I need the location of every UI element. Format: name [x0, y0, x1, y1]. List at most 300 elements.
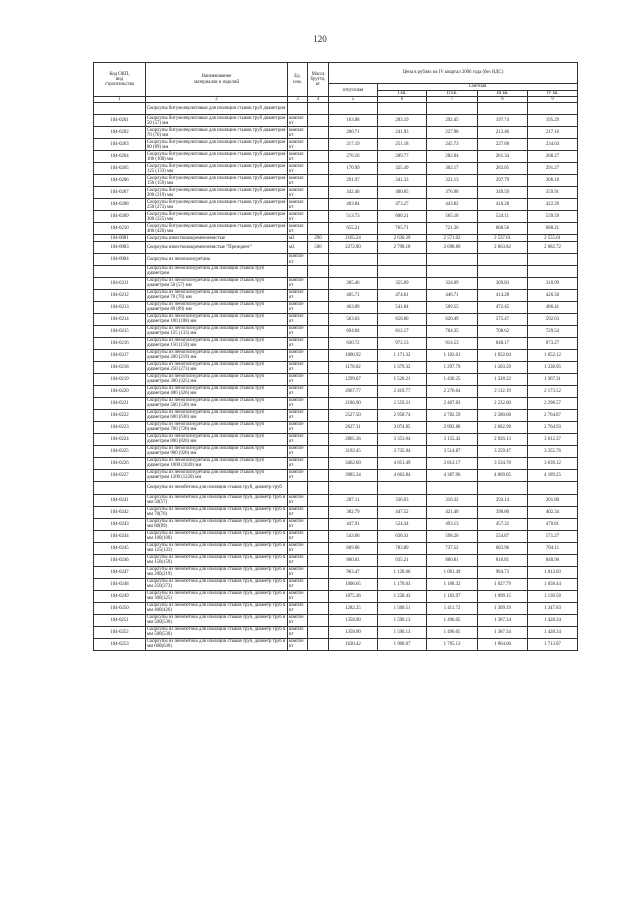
- price-q3: 2 112.19: [478, 385, 528, 397]
- price-q2: 443.82: [427, 199, 478, 211]
- price-table: [93, 62, 578, 651]
- table-row: [94, 139, 578, 151]
- item-unit: компле кт: [288, 518, 308, 530]
- price-q1: 783.89: [378, 542, 427, 554]
- price-release: 382.79: [329, 506, 378, 518]
- price-q1: 447.52: [378, 506, 427, 518]
- item-unit: [288, 103, 308, 115]
- price-q4: 470.81: [528, 518, 578, 530]
- price-q3: 554.87: [478, 530, 528, 542]
- table-row: [94, 187, 578, 199]
- price-q2: 565.18: [427, 211, 478, 223]
- item-name: Скорлупы из пенополиуретана для изоляции стыков труб диаметром 100 (108) мм: [146, 313, 288, 325]
- price-q3: 410.28: [478, 199, 528, 211]
- item-unit: компле кт: [288, 151, 308, 163]
- header-incl: Сметная: [378, 84, 578, 91]
- price-q2: [427, 254, 478, 265]
- item-mass: [308, 337, 329, 349]
- price-release: 2067.77: [329, 385, 378, 397]
- price-q2: 1 102.01: [427, 349, 478, 361]
- item-code: 104-0201: [94, 115, 146, 127]
- price-q2: 1 183.97: [427, 590, 478, 602]
- item-mass: [308, 139, 329, 151]
- price-release: 669.86: [329, 542, 378, 554]
- price-q3: [478, 103, 528, 115]
- price-q3: 1 022.04: [478, 349, 528, 361]
- price-q2: 737.52: [427, 542, 478, 554]
- price-q1: 4 663.84: [378, 469, 427, 481]
- price-q2: [427, 103, 478, 115]
- item-code: 104-0225: [94, 445, 146, 457]
- price-q2: 2 698.89: [427, 242, 478, 254]
- item-mass: [308, 457, 329, 469]
- table-row: [94, 313, 578, 325]
- column-number: 2: [146, 97, 288, 103]
- price-q2: 493.13: [427, 518, 478, 530]
- item-unit: компле кт: [288, 254, 308, 265]
- item-code: 104-0203: [94, 139, 146, 151]
- price-q4: 318.99: [528, 277, 578, 289]
- item-unit: компле кт: [288, 457, 308, 469]
- price-release: 305.46: [329, 277, 378, 289]
- price-q2: 2 892.88: [427, 421, 478, 433]
- price-q2: 316.32: [427, 494, 478, 506]
- item-unit: компле кт: [288, 139, 308, 151]
- price-q4: 268.27: [528, 151, 578, 163]
- item-mass: [308, 254, 329, 265]
- item-mass: [308, 578, 329, 590]
- price-release: 1006.65: [329, 578, 378, 590]
- price-q4: 704.11: [528, 542, 578, 554]
- item-mass: [308, 506, 329, 518]
- item-name: Скорлупы из пенобетона для изоляции стыков труб, диаметр труб в мм 600(630): [146, 638, 288, 650]
- item-name: Скорлупы из пенополиуретана для изоляции стыков труб диаметром 50 (57) мм: [146, 277, 288, 289]
- price-q2: [427, 481, 478, 494]
- price-q2: 3 514.87: [427, 445, 478, 457]
- price-release: 1630.42: [329, 638, 378, 650]
- column-number: 3: [288, 97, 308, 103]
- item-mass: [308, 530, 329, 542]
- table-row: [94, 626, 578, 638]
- table-row: [94, 175, 578, 187]
- price-q1: 1 171.32: [378, 349, 427, 361]
- price-q2: 914.53: [427, 337, 478, 349]
- price-q1: 474.61: [378, 289, 427, 301]
- price-release: 655.21: [329, 223, 378, 235]
- item-mass: [308, 602, 329, 614]
- price-q3: 2 232.80: [478, 397, 528, 409]
- price-release: 1282.25: [329, 602, 378, 614]
- item-mass: [308, 518, 329, 530]
- item-mass: [308, 469, 329, 481]
- price-q1: 1 178.03: [378, 578, 427, 590]
- price-q2: 1 108.32: [427, 578, 478, 590]
- item-unit: компле кт: [288, 397, 308, 409]
- price-q2: 421.40: [427, 506, 478, 518]
- price-q3: 414.28: [478, 289, 528, 301]
- price-release: 3192.45: [329, 445, 378, 457]
- item-unit: компле кт: [288, 590, 308, 602]
- item-unit: компле кт: [288, 530, 308, 542]
- item-unit: компле кт: [288, 421, 308, 433]
- price-q2: 3 812.17: [427, 457, 478, 469]
- table-row: [94, 127, 578, 139]
- table-row: [94, 530, 578, 542]
- price-q1: 1 500.51: [378, 602, 427, 614]
- item-code: 104-0205: [94, 163, 146, 175]
- price-release: 403.84: [329, 199, 378, 211]
- price-q1: 2 630.29: [378, 235, 427, 242]
- item-mass: [308, 277, 329, 289]
- item-unit: компле кт: [288, 614, 308, 626]
- item-unit: компле кт: [288, 325, 308, 337]
- item-mass: [308, 349, 329, 361]
- item-name: Скорлупы из пенобетона для изоляции стыков труб, диаметр труб в мм 500(530): [146, 614, 288, 626]
- column-number: 7: [427, 97, 478, 103]
- price-q1: 972.13: [378, 337, 427, 349]
- item-unit: компле кт: [288, 313, 308, 325]
- price-q3: 309.83: [478, 277, 528, 289]
- item-unit: компле кт: [288, 277, 308, 289]
- table-row: [94, 566, 578, 578]
- item-unit: компле кт: [288, 506, 308, 518]
- price-release: 291.97: [329, 175, 378, 187]
- header-price-title: Цена в рублях на IV квартал 2006 года (без НДС): [329, 63, 578, 84]
- item-mass: [308, 385, 329, 397]
- price-q3: 4 069.05: [478, 469, 528, 481]
- item-unit: компле кт: [288, 494, 308, 506]
- item-name: Скорлупы битумоперлитовые для изоляции стыков труб диаметром 150 (159) мм: [146, 175, 288, 187]
- price-q3: 3 259.47: [478, 445, 528, 457]
- header-mass: Масса брутто, кг: [308, 63, 329, 97]
- price-release: [329, 265, 378, 277]
- table-row: [94, 602, 578, 614]
- price-q3: 575.47: [478, 313, 528, 325]
- item-unit: компле кт: [288, 223, 308, 235]
- price-q3: 1 387.34: [478, 626, 528, 638]
- item-name: Скорлупы из пенобетона для изоляции стыков труб, диаметр труб: [146, 481, 288, 494]
- price-q4: 571.27: [528, 530, 578, 542]
- item-mass: [308, 163, 329, 175]
- table-row: [94, 211, 578, 223]
- item-code: 104-0224: [94, 433, 146, 445]
- price-q2: 334.09: [427, 277, 478, 289]
- item-unit: компле кт: [288, 127, 308, 139]
- item-name: Скорлупы известковокремнеземистые: [146, 235, 288, 242]
- item-unit: компле кт: [288, 187, 308, 199]
- item-code: 104-0246: [94, 554, 146, 566]
- item-name: Скорлупы из пенополиуретана для изоляции стыков труб диаметром 1000 (1020) мм: [146, 457, 288, 469]
- price-q4: 840.96: [528, 554, 578, 566]
- item-mass: [308, 127, 329, 139]
- item-code: 104-0220: [94, 385, 146, 397]
- item-name: Скорлупы из пенополиуретана для изоляции стыков труб диаметром 800 (820) мм: [146, 433, 288, 445]
- item-mass: [308, 325, 329, 337]
- price-release: 1075.36: [329, 590, 378, 602]
- price-q1: 541.64: [378, 301, 427, 313]
- item-name: Скорлупы из пенобетона для изоляции стыков труб, диаметр труб в мм 100(108): [146, 530, 288, 542]
- price-release: 2272.80: [329, 242, 378, 254]
- item-name: Скорлупы битумоперлитовые для изоляции стыков труб диаметром 250 (273) мм: [146, 199, 288, 211]
- table-row: [94, 397, 578, 409]
- price-q2: 1 496.05: [427, 626, 478, 638]
- price-release: 2865.36: [329, 433, 378, 445]
- price-q1: [378, 481, 427, 494]
- item-unit: компле кт: [288, 445, 308, 457]
- column-number: 5: [329, 97, 378, 103]
- price-release: 694.04: [329, 325, 378, 337]
- price-q3: 1 309.19: [478, 602, 528, 614]
- item-code: 104-0212: [94, 289, 146, 301]
- price-q2: 2 571.02: [427, 235, 478, 242]
- item-name: Скорлупы из пенополиуретана для изоляции стыков труб диаметром 600 (630) мм: [146, 409, 288, 421]
- item-name: Скорлупы битумоперлитовые для изоляции стыков труб диаметром 125 (133) мм: [146, 163, 288, 175]
- item-code: 104-0244: [94, 530, 146, 542]
- table-row: [94, 163, 578, 175]
- item-name: Скорлупы из пенополиуретана для изоляции стыков труб диаметром 200 (219) мм: [146, 349, 288, 361]
- price-q4: 306.18: [528, 175, 578, 187]
- item-unit: [288, 265, 308, 277]
- price-q1: 524.34: [378, 518, 427, 530]
- table-row: [94, 494, 578, 506]
- item-code: [94, 265, 146, 277]
- item-name: Скорлупы из пенобетона для изоляции стыков труб, диаметр труб в мм 300(325): [146, 590, 288, 602]
- item-mass: [308, 199, 329, 211]
- price-q4: 1 052.12: [528, 349, 578, 361]
- item-mass: [308, 187, 329, 199]
- table-row: [94, 542, 578, 554]
- table-row: [94, 254, 578, 265]
- price-release: 163.88: [329, 115, 378, 127]
- price-q3: 3 534.70: [478, 457, 528, 469]
- price-q4: 217.16: [528, 127, 578, 139]
- price-q1: 400.65: [378, 187, 427, 199]
- item-code: 104-0214: [94, 313, 146, 325]
- price-q2: 598.26: [427, 530, 478, 542]
- price-q4: 426.50: [528, 289, 578, 301]
- table-row: [94, 115, 578, 127]
- price-release: 563.63: [329, 313, 378, 325]
- item-name: Скорлупы из пенобетона для изоляции стыков труб, диаметр труб в мм 150(159): [146, 554, 288, 566]
- price-q1: [378, 254, 427, 265]
- price-q3: 297.79: [478, 175, 528, 187]
- price-q2: 3 155.42: [427, 433, 478, 445]
- item-code: 104-0249: [94, 590, 146, 602]
- page-number: 120: [313, 34, 327, 44]
- price-q4: 359.91: [528, 187, 578, 199]
- item-mass: [308, 566, 329, 578]
- table-row: [94, 199, 578, 211]
- item-mass: [308, 361, 329, 373]
- price-q1: 812.17: [378, 325, 427, 337]
- price-q3: 2 537.61: [478, 235, 528, 242]
- item-mass: [308, 445, 329, 457]
- price-q3: 227.88: [478, 139, 528, 151]
- price-q3: 213.46: [478, 127, 528, 139]
- price-q1: 283.19: [378, 115, 427, 127]
- item-code: 104-0081: [94, 235, 146, 242]
- price-q1: 473.27: [378, 199, 427, 211]
- price-release: 287.11: [329, 494, 378, 506]
- item-code: 104-0207: [94, 187, 146, 199]
- price-q3: 197.74: [478, 115, 528, 127]
- price-release: 800.01: [329, 554, 378, 566]
- price-q3: 261.34: [478, 151, 528, 163]
- price-q4: 1 713.87: [528, 638, 578, 650]
- item-code: 104-0209: [94, 211, 146, 223]
- price-q4: [528, 481, 578, 494]
- item-name: Скорлупы из пенополиуретана для изоляции стыков труб диаметром 70 (76) мм: [146, 289, 288, 301]
- item-name: Скорлупы из пенобетона для изоляции стыков труб, диаметр труб в мм 500(530): [146, 626, 288, 638]
- item-unit: м3: [288, 242, 308, 254]
- price-release: 342.46: [329, 187, 378, 199]
- price-release: 447.91: [329, 518, 378, 530]
- item-mass: [308, 265, 329, 277]
- price-q3: 2 926.13: [478, 433, 528, 445]
- price-q3: 848.17: [478, 337, 528, 349]
- item-name: Скорлупы из пенобетона для изоляции стыков труб, диаметр труб в мм 125(133): [146, 542, 288, 554]
- price-q1: 1 379.32: [378, 361, 427, 373]
- item-mass: [308, 373, 329, 385]
- price-q4: 2 298.57: [528, 397, 578, 409]
- price-q1: 600.21: [378, 211, 427, 223]
- header-unit: Ед. изм.: [288, 63, 308, 97]
- item-code: 104-0211: [94, 277, 146, 289]
- price-q1: 2 559.21: [378, 397, 427, 409]
- item-mass: [308, 397, 329, 409]
- price-release: 2186.90: [329, 397, 378, 409]
- item-unit: компле кт: [288, 349, 308, 361]
- column-number: 6: [378, 97, 427, 103]
- price-q2: 1 795.13: [427, 638, 478, 650]
- price-q1: 1 590.13: [378, 626, 427, 638]
- price-q4: 2 173.52: [528, 385, 578, 397]
- price-q2: 282.04: [427, 151, 478, 163]
- item-name: Скорлупы из пенополиуретана для изоляции стыков труб диаметром 900 (920) мм: [146, 445, 288, 457]
- table-row: [94, 457, 578, 469]
- price-release: 276.16: [329, 151, 378, 163]
- price-q4: 402.34: [528, 506, 578, 518]
- price-q3: 984.73: [478, 566, 528, 578]
- item-name: Скорлупы битумоперлитовые для изоляции стыков труб диаметром: [146, 103, 288, 115]
- price-q4: 3 012.37: [528, 433, 578, 445]
- price-q2: 227.98: [427, 127, 478, 139]
- price-q1: 341.33: [378, 175, 427, 187]
- price-q4: 3 639.12: [528, 457, 578, 469]
- price-release: 405.71: [329, 289, 378, 301]
- item-unit: компле кт: [288, 289, 308, 301]
- price-q1: 1 128.66: [378, 566, 427, 578]
- header-q1: I кв.: [378, 91, 427, 97]
- price-q3: 293.14: [478, 494, 528, 506]
- table-row: [94, 325, 578, 337]
- item-unit: компле кт: [288, 602, 308, 614]
- price-q2: 509.55: [427, 301, 478, 313]
- item-name: Скорлупы из пенополиуретана для изоляции стыков труб диаметром 1200 (1220) мм: [146, 469, 288, 481]
- item-mass: [308, 223, 329, 235]
- item-code: 104-0216: [94, 337, 146, 349]
- price-q4: 1 130.58: [528, 590, 578, 602]
- item-name: Скорлупы из пенополиуретана для изоляции стыков труб диаметром: [146, 265, 288, 277]
- item-unit: компле кт: [288, 638, 308, 650]
- price-q2: 446.71: [427, 289, 478, 301]
- price-q3: 390.80: [478, 506, 528, 518]
- price-q1: 658.80: [378, 313, 427, 325]
- price-q2: 1 411.72: [427, 602, 478, 614]
- price-q1: [378, 265, 427, 277]
- price-q2: 245.73: [427, 139, 478, 151]
- price-q1: 2 419.77: [378, 385, 427, 397]
- price-q4: 1 058.44: [528, 578, 578, 590]
- price-release: 1000.92: [329, 349, 378, 361]
- item-name: Скорлупы битумоперлитовые для изоляции стыков труб диаметром 400 (426) мм: [146, 223, 288, 235]
- item-code: 104-0253: [94, 638, 146, 650]
- price-q2: 1 496.05: [427, 614, 478, 626]
- price-release: 170.99: [329, 163, 378, 175]
- item-mass: [308, 151, 329, 163]
- item-code: 104-0223: [94, 421, 146, 433]
- item-name: Скорлупы из пенополиуретана для изоляции стыков труб диаметром 125 (133) мм: [146, 325, 288, 337]
- price-q3: 708.62: [478, 325, 528, 337]
- price-q2: 302.17: [427, 163, 478, 175]
- table-row: [94, 349, 578, 361]
- price-q3: 668.56: [478, 223, 528, 235]
- item-code: 104-0222: [94, 409, 146, 421]
- price-q3: 1 099.15: [478, 590, 528, 602]
- price-q1: 336.63: [378, 494, 427, 506]
- price-release: 217.19: [329, 139, 378, 151]
- item-code: 104-0204: [94, 151, 146, 163]
- price-q3: [478, 265, 528, 277]
- price-q2: 321.13: [427, 175, 478, 187]
- item-mass: [308, 494, 329, 506]
- item-mass: [308, 115, 329, 127]
- price-release: 2165.24: [329, 235, 378, 242]
- price-q2: 764.35: [427, 325, 478, 337]
- item-name: Скорлупы из пенополиуретана для изоляции стыков труб диаметром 80 (89) мм: [146, 301, 288, 313]
- price-q4: 539.59: [528, 211, 578, 223]
- item-name: Скорлупы из пенополиуретана для изоляции стыков труб диаметром 150 (159) мм: [146, 337, 288, 349]
- column-number: 8: [478, 97, 528, 103]
- item-mass: [308, 481, 329, 494]
- price-release: 463.09: [329, 301, 378, 313]
- table-row: [94, 277, 578, 289]
- table-row: [94, 223, 578, 235]
- item-unit: компле кт: [288, 626, 308, 638]
- price-q3: 683.96: [478, 542, 528, 554]
- item-code: 104-0221: [94, 397, 146, 409]
- price-release: 1178.62: [329, 361, 378, 373]
- price-q2: 620.49: [427, 313, 478, 325]
- price-q1: 765.71: [378, 223, 427, 235]
- header-q4: IV кв.: [528, 91, 578, 97]
- item-name: Скорлупы битумоперлитовые для изоляции стыков труб диаметром 80 (89) мм: [146, 139, 288, 151]
- item-name: Скорлупы битумоперлитовые для изоляции стыков труб диаметром 200 (219) мм: [146, 187, 288, 199]
- item-unit: компле кт: [288, 409, 308, 421]
- price-q3: 2 580.68: [478, 409, 528, 421]
- item-mass: [308, 289, 329, 301]
- table-row: [94, 151, 578, 163]
- item-code: 104-0206: [94, 175, 146, 187]
- item-mass: [308, 626, 329, 638]
- price-q2: 292.45: [427, 115, 478, 127]
- item-name: Скорлупы из пенополиуретана для изоляции стыков труб диаметром 500 (530) мм: [146, 397, 288, 409]
- table-row: [94, 445, 578, 457]
- item-name: Скорлупы из пенополиуретана для изоляции стыков труб диаметром 300 (325) мм: [146, 373, 288, 385]
- table-row: [94, 590, 578, 602]
- price-q2: 880.81: [427, 554, 478, 566]
- price-q1: 241.93: [378, 127, 427, 139]
